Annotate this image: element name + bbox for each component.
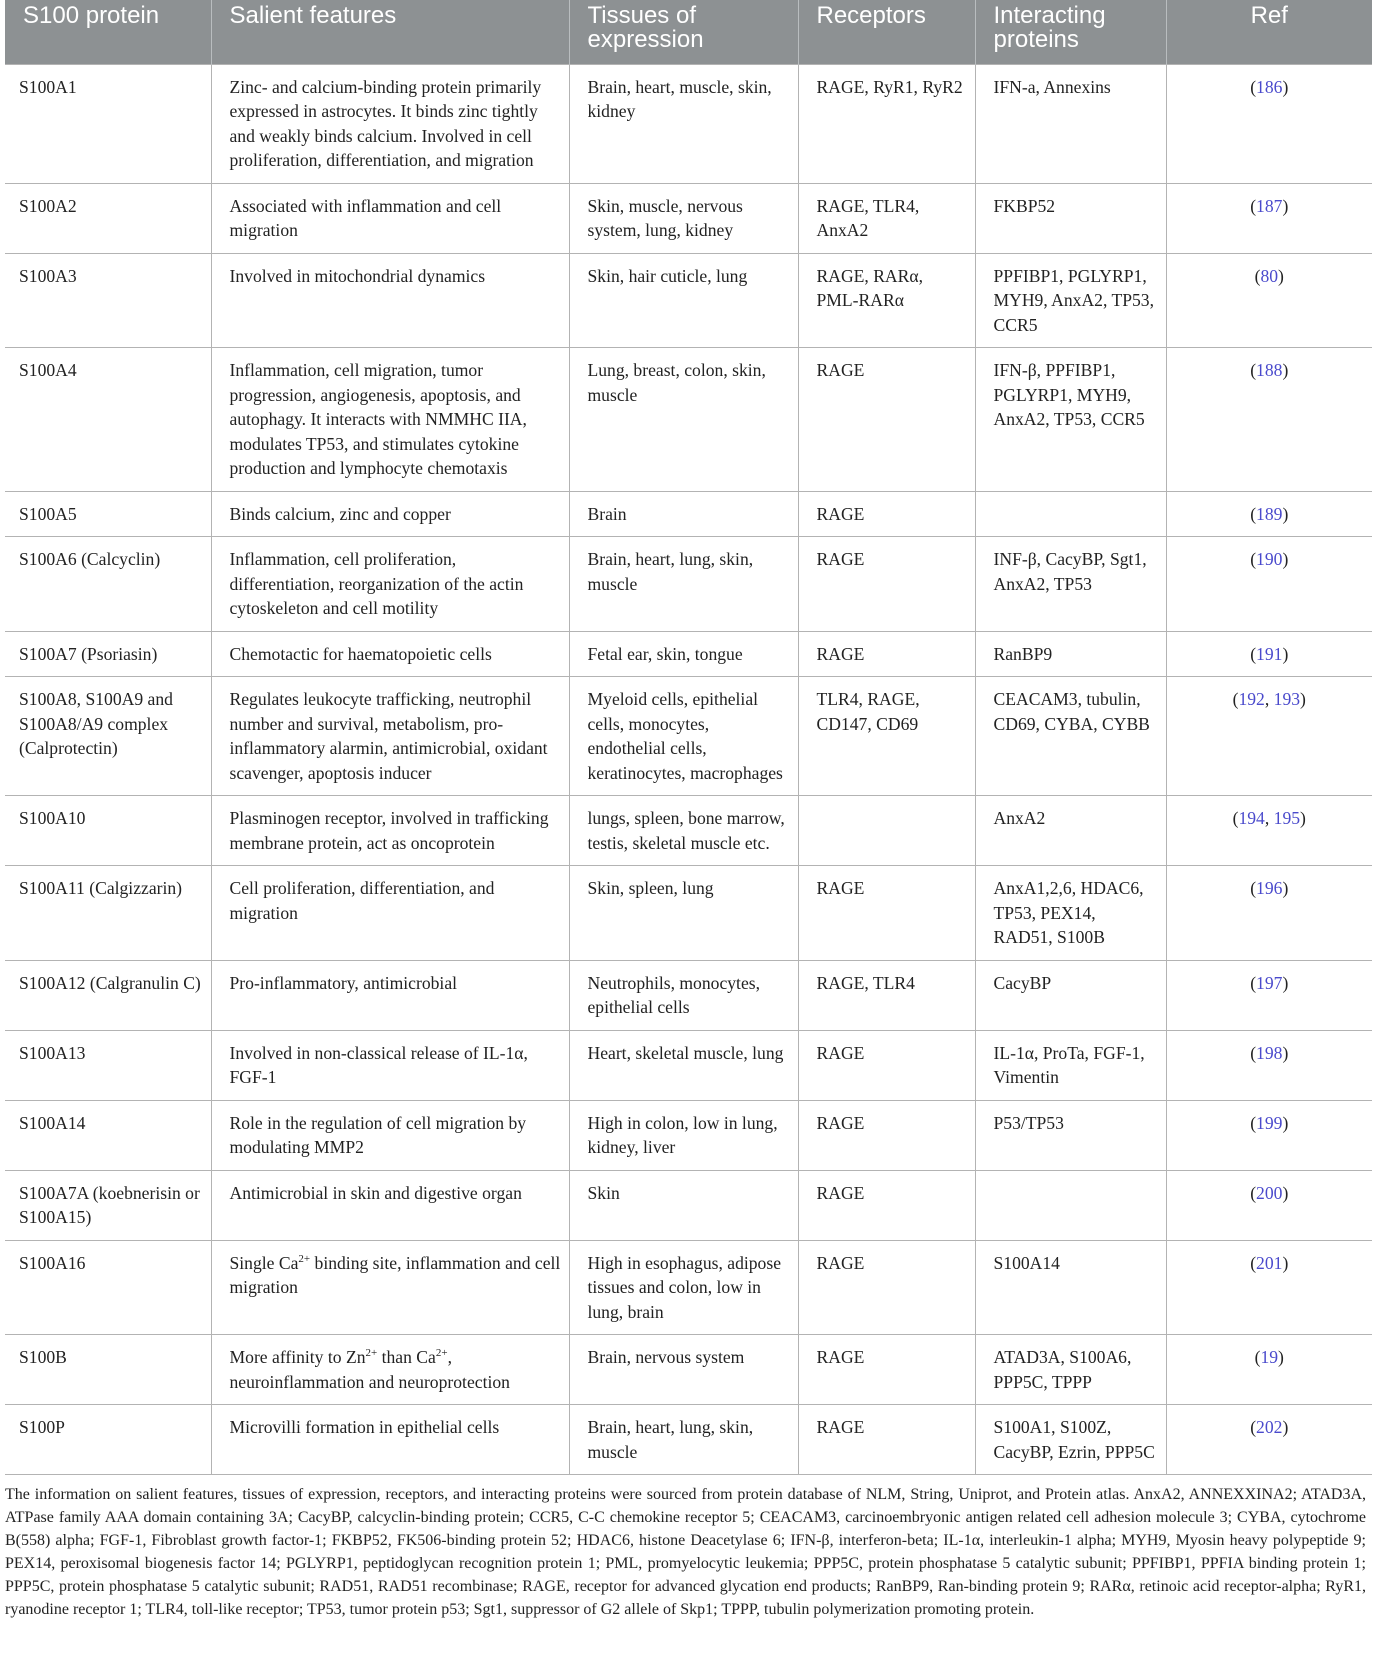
table-row: [5, 1030, 1372, 1100]
reference-link[interactable]: 80: [1260, 265, 1279, 286]
protein-cell: S100P: [5, 1405, 211, 1475]
features-cell: Cell proliferation, differentiation, and migration: [211, 866, 569, 961]
receptors-cell: RAGE: [798, 1240, 975, 1335]
tissues-cell: Brain, heart, lung, skin, muscle: [569, 1405, 798, 1475]
interacting-cell: FKBP52: [975, 183, 1166, 253]
tissues-cell: Skin, spleen, lung: [569, 866, 798, 961]
features-text: binding site, inflammation and cell migration: [229, 1252, 561, 1297]
ref-cell: (190): [1166, 537, 1372, 632]
reference-link[interactable]: 202: [1256, 1417, 1283, 1437]
tissues-cell: Heart, skeletal muscle, lung: [569, 1030, 798, 1100]
ref-cell: (191): [1166, 631, 1372, 677]
interacting-cell: RanBP9: [975, 631, 1166, 677]
reference-link[interactable]: 195: [1273, 808, 1301, 828]
reference-link[interactable]: 193: [1273, 689, 1301, 709]
receptors-cell: RAGE: [798, 631, 975, 677]
superscript: 2+: [435, 1347, 448, 1360]
features-cell: Pro-inflammatory, antimicrobial: [211, 960, 569, 1030]
reference-link[interactable]: 192: [1238, 689, 1265, 709]
ref-cell: (186): [1166, 64, 1372, 183]
superscript: 2+: [298, 1252, 311, 1265]
tissues-cell: Fetal ear, skin, tongue: [569, 631, 798, 677]
protein-cell: S100A1: [5, 64, 211, 183]
features-cell: Antimicrobial in skin and digestive organ: [211, 1170, 569, 1240]
table-footnote: The information on salient features, tissues of expression, receptors, and interacting proteins were sourced from protein database of NLM, String, Uniprot, and Protein atlas. AnxA2, ANNEXXINA2; ATAD3A, ATPase family AAA domain containing 3A; CacyBP, calcyclin-binding protein; CCR5, C-C chemokine receptor 5; CEACAM3, carcinoembryonic antigen related cell adhesion molecule 3; CYBA, cytochrome B(558) alpha; FGF-1, Fibroblast growth factor-1; FKBP52, FK506-binding protein 52; HDAC6, histone Deacetylase 6; IFN-β, interferon-beta; IL-1α, interleukin-1 alpha; MYH9, Myosin heavy polypeptide 9; PEX14, peroxisomal biogenesis factor 14; PGLYRP1, peptidoglycan recognition protein 1; PML, promyelocytic leukemia; PPP5C, protein phosphatase 5 catalytic subunit; PPFIBP1, PPFIA binding protein 1; PPP5C, protein phosphatase 5 catalytic subunit; RAD51, RAD51 recombinase; RAGE, receptor for advanced glycation end products; RanBP9, Ran-binding protein 9; RARα, retinoic acid receptor-alpha; RyR1, ryanodine receptor 1; TLR4, toll-like receptor; TP53, tumor protein p53; Sgt1, suppressor of G2 allele of Skp1; TPPP, tubulin polymerization promoting protein.: [5, 1486, 1366, 1618]
tissues-cell: lungs, spleen, bone marrow, testis, skeletal muscle etc.: [569, 796, 798, 866]
receptors-cell: RAGE, RARα, PML-RARα: [798, 253, 975, 348]
table-row: [5, 64, 1372, 183]
features-cell: Zinc- and calcium-binding protein primarily expressed in astrocytes. It binds zinc tightly and weakly binds calcium. Involved in cell proliferation, differentiation, and migration: [211, 64, 569, 183]
features-cell: Microvilli formation in epithelial cells: [211, 1405, 569, 1475]
col-header-protein: S100 protein: [5, 0, 211, 64]
protein-cell: S100A8, S100A9 and S100A8/A9 complex (Calprotectin): [5, 677, 211, 796]
interacting-cell: IFN-β, PPFIBP1, PGLYRP1, MYH9, AnxA2, TP53, CCR5: [975, 348, 1166, 492]
features-cell: Chemotactic for haematopoietic cells: [211, 631, 569, 677]
receptors-cell: RAGE: [798, 866, 975, 961]
reference-link[interactable]: 200: [1256, 1182, 1283, 1203]
interacting-cell: [975, 1170, 1166, 1240]
interacting-cell: IFN-a, Annexins: [975, 64, 1166, 183]
ref-cell: (201): [1166, 1240, 1372, 1335]
features-cell: Regulates leukocyte trafficking, neutrophil number and survival, metabolism, pro-inflammatory alarmin, antimicrobial, oxidant scavenger, apoptosis inducer: [211, 677, 569, 796]
receptors-cell: RAGE: [798, 1405, 975, 1475]
reference-link[interactable]: 199: [1256, 1112, 1283, 1133]
features-cell: Inflammation, cell migration, tumor progression, angiogenesis, apoptosis, and autophagy. It interacts with NMMHC IIA, modulates TP53, and stimulates cytokine production and lymphocyte chemotaxis: [211, 348, 569, 492]
receptors-cell: TLR4, RAGE, CD147, CD69: [798, 677, 975, 796]
reference-link[interactable]: 191: [1256, 643, 1283, 664]
table-row: [5, 796, 1372, 866]
table-row: [5, 1240, 1372, 1335]
protein-cell: S100A11 (Calgizzarin): [5, 866, 211, 961]
features-cell: Plasminogen receptor, involved in trafficking membrane protein, act as oncoprotein: [211, 796, 569, 866]
interacting-cell: CacyBP: [975, 960, 1166, 1030]
ref-cell: (196): [1166, 866, 1372, 961]
protein-cell: S100A7 (Psoriasin): [5, 631, 211, 677]
protein-cell: S100A10: [5, 796, 211, 866]
table-row: [5, 348, 1372, 492]
interacting-cell: INF-β, CacyBP, Sgt1, AnxA2, TP53: [975, 537, 1166, 632]
ref-cell: (189): [1166, 491, 1372, 537]
features-cell: [211, 1240, 569, 1335]
reference-link[interactable]: 189: [1256, 503, 1283, 524]
table-row: [5, 631, 1372, 677]
interacting-cell: CEACAM3, tubulin, CD69, CYBA, CYBB: [975, 677, 1166, 796]
reference-link[interactable]: 19: [1260, 1347, 1279, 1367]
interacting-cell: ATAD3A, S100A6, PPP5C, TPPP: [975, 1335, 1166, 1405]
protein-cell: S100A12 (Calgranulin C): [5, 960, 211, 1030]
col-header-ref: Ref: [1166, 0, 1372, 64]
reference-link[interactable]: 201: [1256, 1252, 1283, 1273]
protein-cell: S100A16: [5, 1240, 211, 1335]
receptors-cell: RAGE, TLR4, AnxA2: [798, 183, 975, 253]
interacting-cell: IL-1α, ProTa, FGF-1, Vimentin: [975, 1030, 1166, 1100]
protein-cell: S100A13: [5, 1030, 211, 1100]
s100-table: [5, 0, 1372, 1475]
features-cell: Role in the regulation of cell migration by modulating MMP2: [211, 1100, 569, 1170]
table-row: [5, 1335, 1372, 1405]
table-row: [5, 1405, 1372, 1475]
col-header-interacting: Interacting proteins: [975, 0, 1166, 64]
reference-link[interactable]: 198: [1256, 1042, 1283, 1063]
superscript: 2+: [365, 1347, 378, 1360]
features-cell: Associated with inflammation and cell migration: [211, 183, 569, 253]
tissues-cell: Myeloid cells, epithelial cells, monocytes, endothelial cells, keratinocytes, macrophages: [569, 677, 798, 796]
interacting-cell: P53/TP53: [975, 1100, 1166, 1170]
features-text: Single Ca: [229, 1252, 299, 1273]
ref-cell: (200): [1166, 1170, 1372, 1240]
interacting-cell: AnxA2: [975, 796, 1166, 866]
features-cell: Involved in mitochondrial dynamics: [211, 253, 569, 348]
receptors-cell: RAGE: [798, 537, 975, 632]
col-header-receptors: Receptors: [798, 0, 975, 64]
protein-cell: S100A3: [5, 253, 211, 348]
tissues-cell: Skin: [569, 1170, 798, 1240]
receptors-cell: RAGE, TLR4: [798, 960, 975, 1030]
table-row: [5, 537, 1372, 632]
features-text: , neuroinflammation and neuroprotection: [229, 1347, 510, 1392]
ref-cell: (192, 193): [1166, 677, 1372, 796]
features-cell: Inflammation, cell proliferation, differentiation, reorganization of the actin cytoskeleton and cell motility: [211, 537, 569, 632]
protein-cell: S100A7A (koebnerisin or S100A15): [5, 1170, 211, 1240]
reference-link[interactable]: 196: [1256, 878, 1283, 898]
reference-link[interactable]: 186: [1256, 76, 1283, 97]
tissues-cell: High in esophagus, adipose tissues and colon, low in lung, brain: [569, 1240, 798, 1335]
interacting-cell: [975, 491, 1166, 537]
interacting-cell: S100A1, S100Z, CacyBP, Ezrin, PPP5C: [975, 1405, 1166, 1475]
ref-cell: (188): [1166, 348, 1372, 492]
ref-cell: (194, 195): [1166, 796, 1372, 866]
interacting-cell: S100A14: [975, 1240, 1166, 1335]
ref-cell: (202): [1166, 1405, 1372, 1475]
protein-cell: S100A2: [5, 183, 211, 253]
ref-cell: (199): [1166, 1100, 1372, 1170]
table-row: [5, 183, 1372, 253]
table-row: [5, 866, 1372, 961]
reference-link[interactable]: 197: [1256, 972, 1283, 993]
reference-link[interactable]: 188: [1256, 360, 1283, 380]
ref-cell: (80): [1166, 253, 1372, 348]
col-header-tissues: Tissues of expression: [569, 0, 798, 64]
table-row: [5, 960, 1372, 1030]
tissues-cell: Brain, heart, muscle, skin, kidney: [569, 64, 798, 183]
features-cell: Binds calcium, zinc and copper: [211, 491, 569, 537]
tissues-cell: Skin, muscle, nervous system, lung, kidney: [569, 183, 798, 253]
table-row: [5, 677, 1372, 796]
features-text: than Ca: [377, 1347, 436, 1367]
receptors-cell: RAGE: [798, 348, 975, 492]
tissues-cell: Brain, heart, lung, skin, muscle: [569, 537, 798, 632]
receptors-cell: RAGE: [798, 1100, 975, 1170]
col-header-features: Salient features: [211, 0, 569, 64]
table-row: [5, 1100, 1372, 1170]
interacting-cell: AnxA1,2,6, HDAC6, TP53, PEX14, RAD51, S100B: [975, 866, 1166, 961]
tissues-cell: Lung, breast, colon, skin, muscle: [569, 348, 798, 492]
header-row: [5, 0, 1372, 64]
protein-cell: S100A5: [5, 491, 211, 537]
tissues-cell: Brain, nervous system: [569, 1335, 798, 1405]
receptors-cell: RAGE: [798, 491, 975, 537]
receptors-cell: RAGE: [798, 1335, 975, 1405]
features-text: More affinity to Zn: [229, 1347, 366, 1367]
reference-link[interactable]: 194: [1238, 808, 1265, 828]
protein-cell: S100A6 (Calcyclin): [5, 537, 211, 632]
tissues-cell: Skin, hair cuticle, lung: [569, 253, 798, 348]
receptors-cell: RAGE: [798, 1030, 975, 1100]
ref-cell: (19): [1166, 1335, 1372, 1405]
receptors-cell: [798, 796, 975, 866]
receptors-cell: RAGE, RyR1, RyR2: [798, 64, 975, 183]
interacting-cell: PPFIBP1, PGLYRP1, MYH9, AnxA2, TP53, CCR5: [975, 253, 1166, 348]
table-row: [5, 491, 1372, 537]
table-row: [5, 253, 1372, 348]
receptors-cell: RAGE: [798, 1170, 975, 1240]
tissues-cell: Neutrophils, monocytes, epithelial cells: [569, 960, 798, 1030]
features-cell: Involved in non-classical release of IL-1α, FGF-1: [211, 1030, 569, 1100]
ref-cell: (187): [1166, 183, 1372, 253]
protein-cell: S100A4: [5, 348, 211, 492]
protein-cell: S100B: [5, 1335, 211, 1405]
tissues-cell: Brain: [569, 491, 798, 537]
table-row: [5, 1170, 1372, 1240]
features-cell: [211, 1335, 569, 1405]
tissues-cell: High in colon, low in lung, kidney, liver: [569, 1100, 798, 1170]
protein-cell: S100A14: [5, 1100, 211, 1170]
reference-link[interactable]: 190: [1256, 549, 1283, 569]
ref-cell: (198): [1166, 1030, 1372, 1100]
ref-cell: (197): [1166, 960, 1372, 1030]
reference-link[interactable]: 187: [1256, 195, 1283, 216]
document: [5, 0, 1372, 1621]
table-body: [5, 64, 1372, 1475]
